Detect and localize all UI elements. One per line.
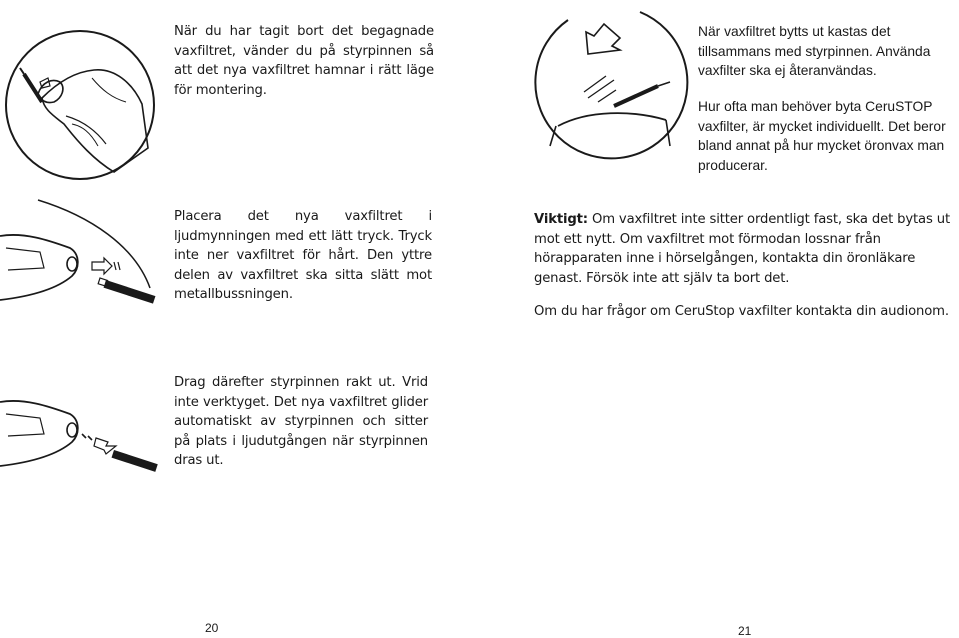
frequency-text: Hur ofta man behöver byta CeruSTOP vaxfilter, är mycket individuellt. Det beror bland annat på hur mycket öronvax man producerar.	[698, 99, 946, 173]
hearing-aid-insert-filter-icon	[0, 196, 160, 346]
trash-bin-icon	[528, 2, 688, 184]
hand-holding-tool-icon	[2, 20, 162, 185]
step3-text: Drag därefter styrpinnen rakt ut. Vrid inte verktyget. Det nya vaxfiltret glider automatiskt av styrpinnen och sitter på plats i ljudutgången när styrpinnen dras ut.	[174, 375, 428, 468]
important-label: Viktigt:	[534, 212, 588, 227]
page-number-right: 21	[738, 624, 752, 638]
important-text: Om vaxfiltret inte sitter ordentligt fast, ska det bytas ut mot ett nytt. Om vaxfiltret mot förmodan lossnar från hörapparaten inne i hörselgången, kontakta din öronläkare genast. Försök inte att själv ta bort det.	[534, 212, 950, 286]
contact-text: Om du har frågor om CeruStop vaxfilter kontakta din audionom.	[534, 304, 949, 319]
step2-text: Placera det nya vaxfiltret i ljudmynningen med ett lätt tryck. Tryck inte ner vaxfiltret för hårt. Den yttre delen av vaxfiltret ska sitta slätt mot metallbussningen.	[174, 209, 432, 302]
step1-text: När du har tagit bort det begagnade vaxfiltret, vänder du på styrpinnen så att det nya vaxfiltret hamnar i rätt läge för montering.	[174, 24, 434, 98]
disposal-text: När vaxfiltret bytts ut kastas det tillsammans med styrpinnen. Använda vaxfilter ska ej återanvändas.	[698, 24, 931, 79]
page-number-left: 20	[205, 621, 219, 635]
hearing-aid-pull-tool-icon	[0, 362, 160, 482]
important-paragraph	[534, 210, 959, 288]
